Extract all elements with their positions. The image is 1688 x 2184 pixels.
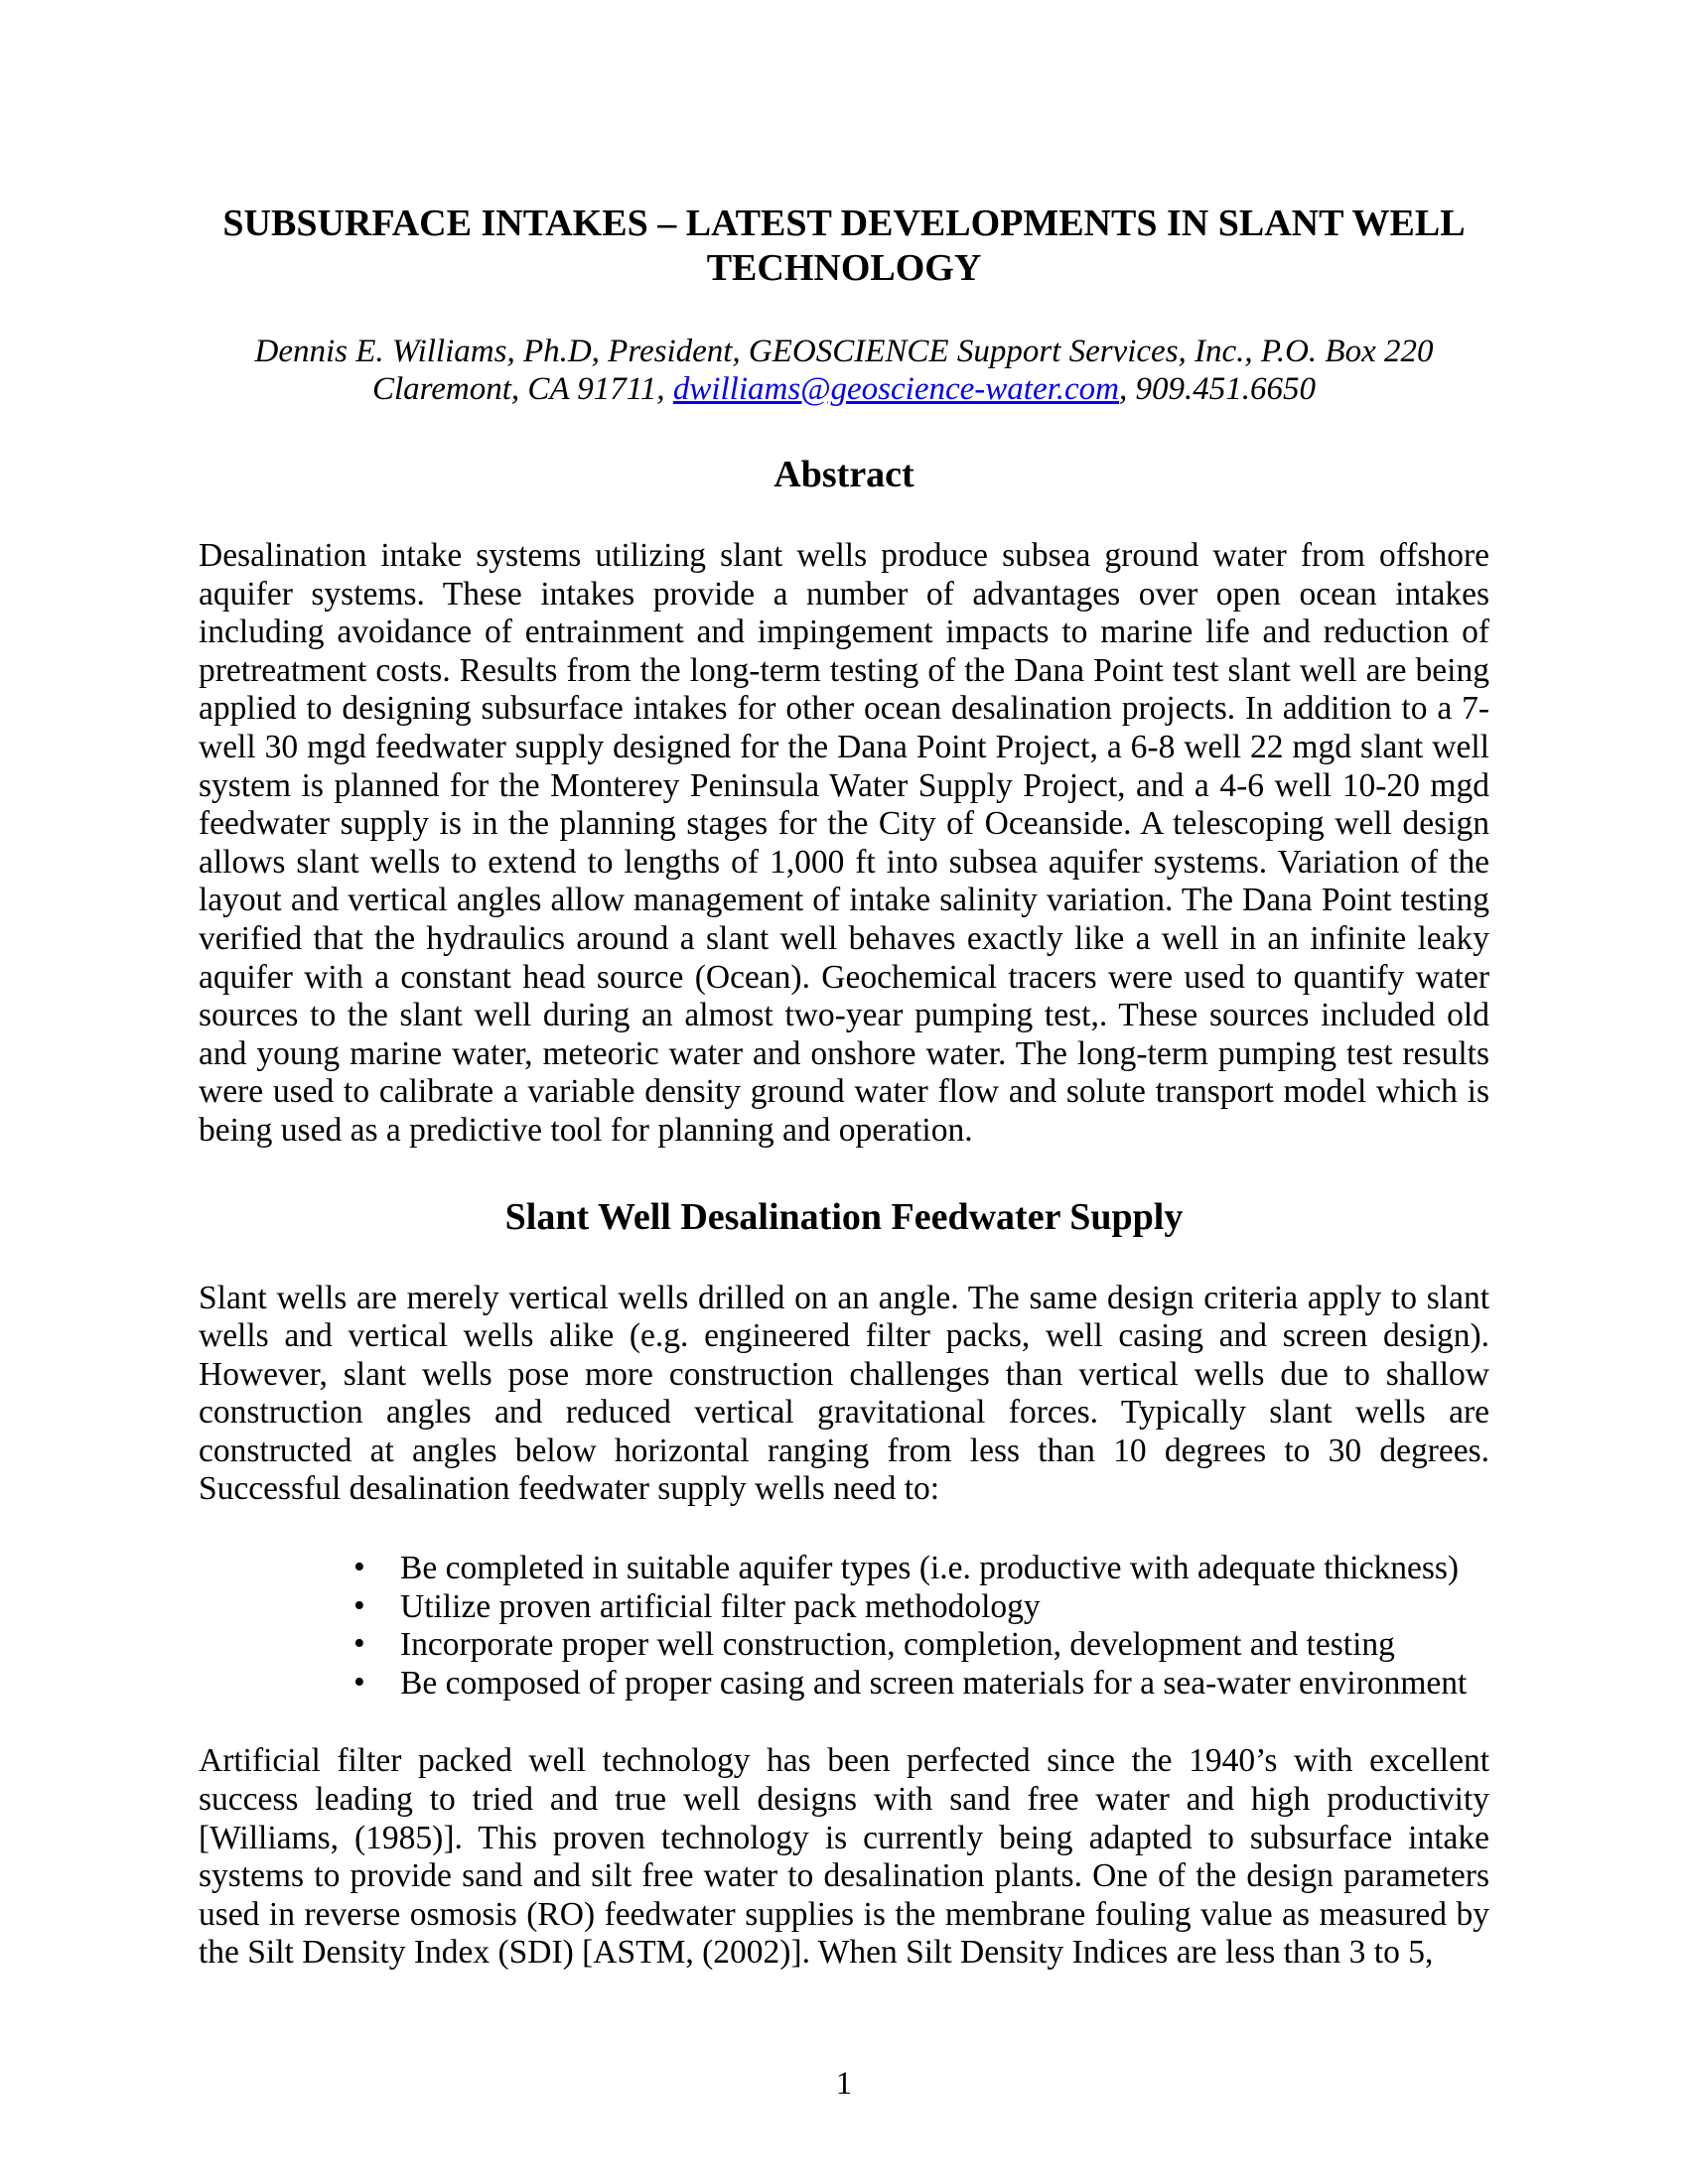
author-line1: Dennis E. Williams, Ph.D, President, GEOSCIENCE Support Services, Inc., P.O. Box 220 xyxy=(254,334,1434,369)
paper-title-line1: SUBSURFACE INTAKES – LATEST DEVELOPMENTS IN SLANT WELL xyxy=(222,203,1466,244)
list-item: • Be composed of proper casing and screen materials for a sea-water environment xyxy=(400,1665,1489,1704)
page-number: 1 xyxy=(835,2066,853,2102)
author-email-link[interactable]: dwilliams@geoscience-water.com xyxy=(672,371,1120,407)
list-item: • Utilize proven artificial filter pack methodology xyxy=(400,1588,1489,1627)
abstract-paragraph: Desalination intake systems utilizing slant wells produce subsea ground water from offshore aquifer systems. These intakes provide a number of advantages over open ocean intakes including avoidance of entrainment and impingement impacts to marine life and reduction of pretreatment costs. Results from the long-term testing of the Dana Point test slant well are being applied to designing subsurface intakes for other ocean desalination projects. In addition to a 7-well 30 mgd feedwater supply designed for the Dana Point Project, a 6-8 well 22 mgd slant well system is planned for the Monterey Peninsula Water Supply Project, and a 4-6 well 10-20 mgd feedwater supply is in the planning stages for the City of Oceanside. A telescoping well design allows slant wells to extend to lengths of 1,000 ft into subsea aquifer systems. Variation of the layout and vertical angles allow management of intake salinity variation. The Dana Point testing verified that the hydraulics around a slant well behaves exactly like a well in an infinite leaky aquifer with a constant head source (Ocean). Geochemical tracers were used to quantify water sources to the slant well during an almost two-year pumping test,. These sources included old and young marine water, meteoric water and onshore water. The long-term pumping test results were used to calibrate a variable density ground water flow and solute transport model which is being used as a predictive tool for planning and operation. xyxy=(199,537,1489,1149)
abstract-heading: Abstract xyxy=(774,454,914,495)
author-address: Claremont, CA 91711, xyxy=(371,371,673,407)
paper-title-line2: TECHNOLOGY xyxy=(706,247,982,289)
section-closing-paragraph: Artificial filter packed well technology has been perfected since the 1940’s with excellent success leading to tried and true well designs with sand free water and high productivity [Williams, (1985)]. This proven technology is currently being adapted to subsurface intake systems to provide sand and silt free water to desalination plants. One of the design parameters used in reverse osmosis (RO) feedwater supplies is the membrane fouling value as measured by the Silt Density Index (SDI) [ASTM, (2002)]. When Silt Density Indices are less than 3 to 5, xyxy=(199,1742,1489,1972)
author-line2 xyxy=(199,370,1489,408)
paper-title xyxy=(199,0,1489,291)
list-item: • Incorporate proper well construction, completion, development and testing xyxy=(400,1626,1489,1665)
author-block xyxy=(199,333,1489,408)
author-phone: , 909.451.6650 xyxy=(1119,371,1317,407)
list-item: • Be completed in suitable aquifer types (i.e. productive with adequate thickness) xyxy=(400,1550,1489,1588)
section-heading: Slant Well Desalination Feedwater Supply xyxy=(504,1195,1184,1238)
section-intro-paragraph: Slant wells are merely vertical wells drilled on an angle. The same design criteria apply to slant wells and vertical wells alike (e.g. engineered filter packs, well casing and screen design). However, slant wells pose more construction challenges than vertical wells due to shallow construction angles and reduced vertical gravitational forces. Typically slant wells are constructed at angles below horizontal ranging from less than 10 degrees to 30 degrees. Successful desalination feedwater supply wells need to: xyxy=(199,1279,1489,1508)
requirements-list xyxy=(199,1550,1489,1703)
